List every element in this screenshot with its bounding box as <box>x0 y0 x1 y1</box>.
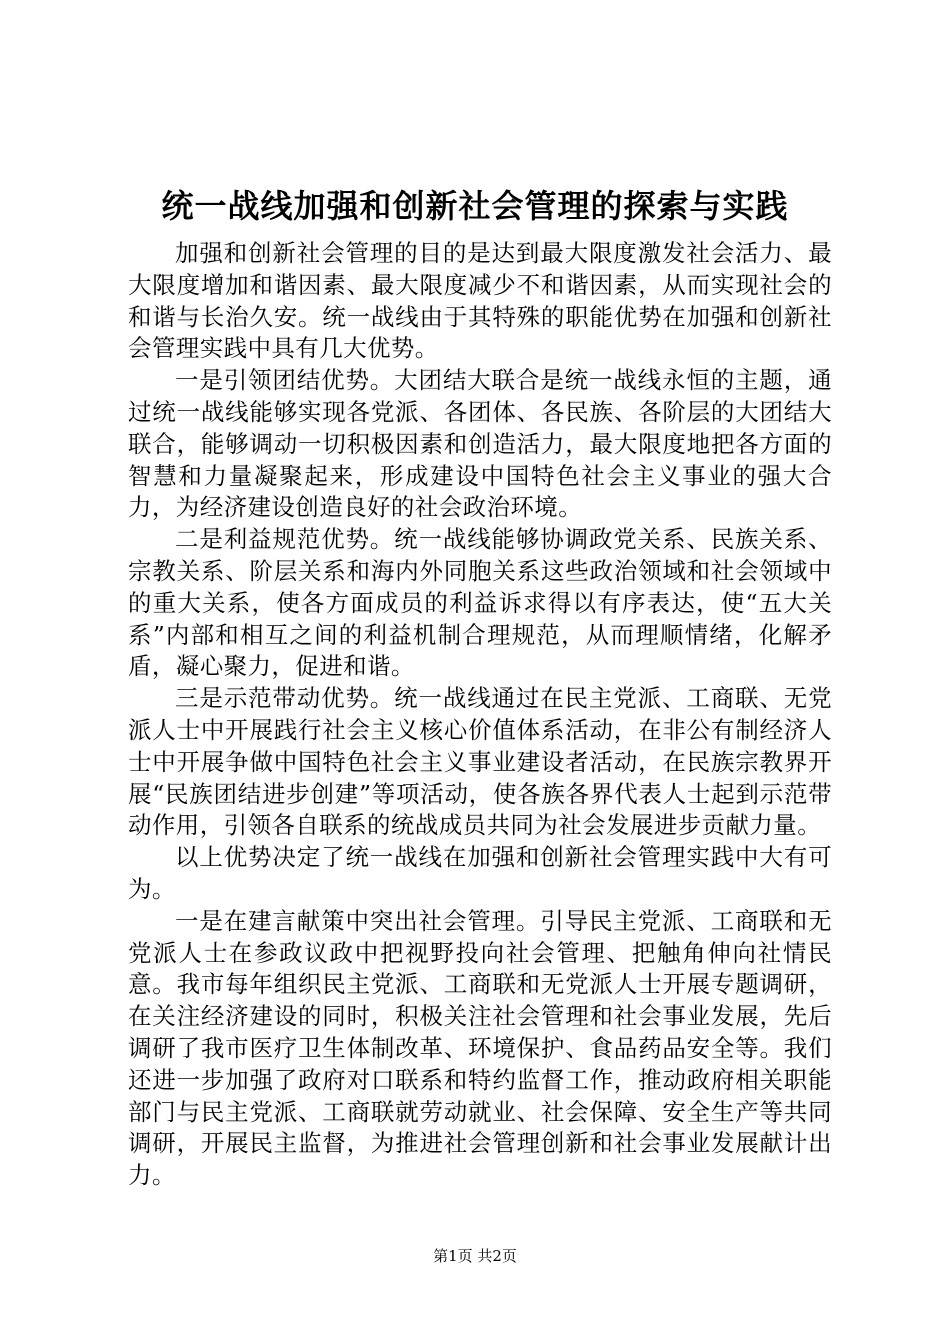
paragraph-advice-social-management: 一是在建言献策中突出社会管理。引导民主党派、工商联和无党派人士在参政议政中把视野投向社会管理、把触角伸向社情民意。我市每年组织民主党派、工商联和无党派人士开展专题调研，在关注经济建设的同时，积极关注社会管理和社会事业发展，先后调研了我市医疗卫生体制改革、环境保护、食品药品安全等。我们还进一步加强了政府对口联系和特约监督工作，推动政府相关职能部门与民主党派、工商联就劳动就业、社会保障、安全生产等共同调研，开展民主监督，为推进社会管理创新和社会事业发展献计出力。 <box>128 906 832 1190</box>
paragraph-demonstration-advantage: 三是示范带动优势。统一战线通过在民主党派、工商联、无党派人士中开展践行社会主义核心价值体系活动，在非公有制经济人士中开展争做中国特色社会主义事业建设者活动，在民族宗教界开展“民族团结进步创建”等项活动，使各族各界代表人士起到示范带动作用，引领各自联系的统战成员共同为社会发展进步贡献力量。 <box>128 684 832 840</box>
document-body <box>128 238 832 1192</box>
paragraph-intro: 加强和创新社会管理的目的是达到最大限度激发社会活力、最大限度增加和谐因素、最大限度减少不和谐因素，从而实现社会的和谐与长治久安。统一战线由于其特殊的职能优势在加强和创新社会管理实践中具有几大优势。 <box>128 239 832 363</box>
paragraph-unity-advantage: 一是引领团结优势。大团结大联合是统一战线永恒的主题，通过统一战线能够实现各党派、各团体、各民族、各阶层的大团结大联合，能够调动一切积极因素和创造活力，最大限度地把各方面的智慧和力量凝聚起来，形成建设中国特色社会主义事业的强大合力，为经济建设创造良好的社会政治环境。 <box>128 366 832 522</box>
paragraph-summary: 以上优势决定了统一战线在加强和创新社会管理实践中大有可为。 <box>128 843 832 903</box>
paragraph-interest-advantage: 二是利益规范优势。统一战线能够协调政党关系、民族关系、宗教关系、阶层关系和海内外同胞关系这些政治领域和社会领域中的重大关系，使各方面成员的利益诉求得以有序表达，使“五大关系”内部和相互之间的利益机制合理规范，从而理顺情绪，化解矛盾，凝心聚力，促进和谐。 <box>128 525 832 681</box>
document-title: 统一战线加强和创新社会管理的探索与实践 <box>161 187 789 225</box>
page-number-footer: 第1页 共2页 <box>433 1247 517 1265</box>
